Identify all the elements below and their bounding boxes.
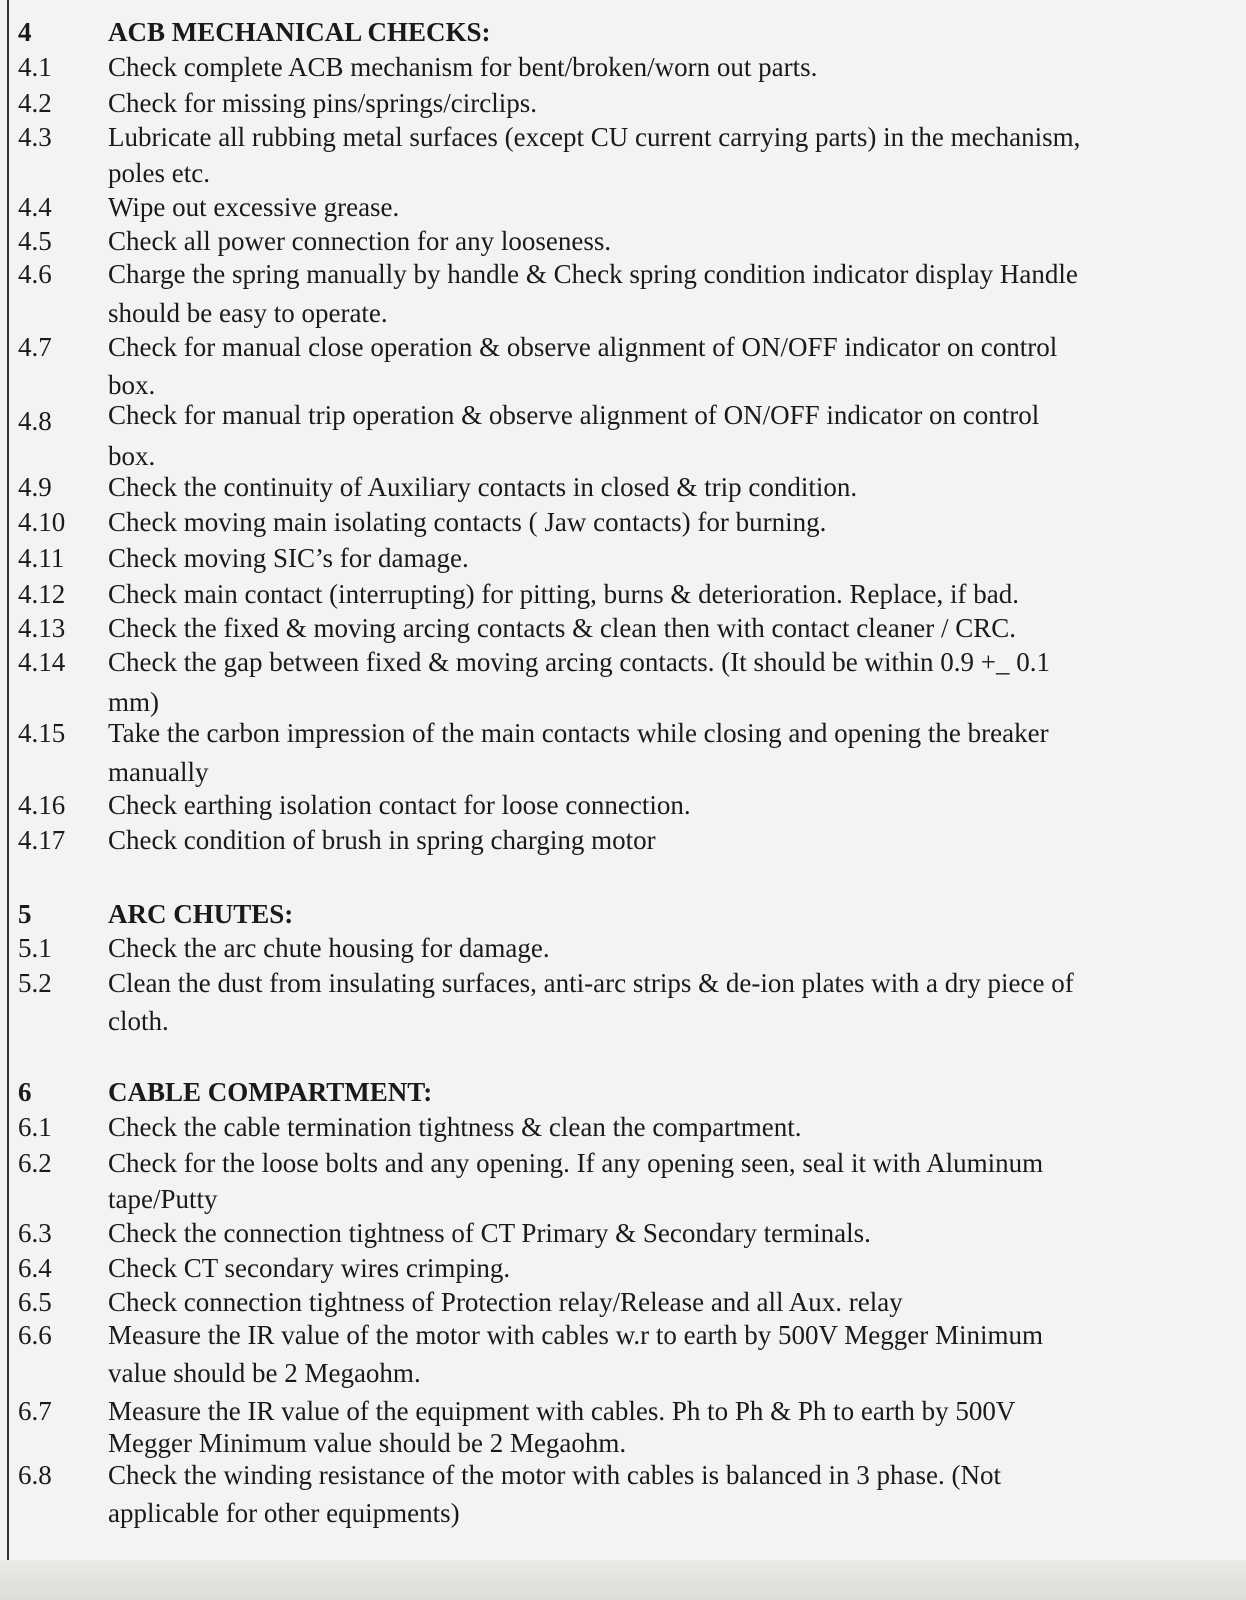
item-text: Check all power connection for any looseness. xyxy=(108,226,612,256)
section-number: 4 xyxy=(18,17,32,47)
item-text: box. xyxy=(108,441,156,471)
item-text: poles etc. xyxy=(108,158,210,188)
item-number: 4.12 xyxy=(18,579,66,609)
item-text: Check the continuity of Auxiliary contacts in closed & trip condition. xyxy=(108,472,858,502)
item-text: Check for the loose bolts and any opening. If any opening seen, seal it with Aluminum xyxy=(108,1148,1044,1178)
item-number: 4.2 xyxy=(18,88,52,118)
item-text: Charge the spring manually by handle & Check spring condition indicator display Handle xyxy=(108,259,1078,289)
page-left-border xyxy=(7,0,9,1600)
item-text: Wipe out excessive grease. xyxy=(108,192,400,222)
item-number: 4.16 xyxy=(18,790,66,820)
item-text: should be easy to operate. xyxy=(108,298,388,328)
item-number: 5.1 xyxy=(18,933,52,963)
item-text: Check the connection tightness of CT Primary & Secondary terminals. xyxy=(108,1218,871,1248)
item-text: Check the winding resistance of the motor with cables is balanced in 3 phase. (Not xyxy=(108,1460,1002,1490)
item-text: Check the cable termination tightness & clean the compartment. xyxy=(108,1112,802,1142)
item-number: 6.5 xyxy=(18,1287,52,1317)
item-text: Check moving SIC’s for damage. xyxy=(108,543,469,573)
item-number: 6.4 xyxy=(18,1253,52,1283)
item-text: Check moving main isolating contacts ( Jaw contacts) for burning. xyxy=(108,507,827,537)
section-number: 5 xyxy=(18,899,32,929)
item-text: Check earthing isolation contact for loose connection. xyxy=(108,790,691,820)
item-text: Check main contact (interrupting) for pitting, burns & deterioration. Replace, if bad. xyxy=(108,579,1019,609)
item-number: 4.7 xyxy=(18,332,52,362)
item-text: Measure the IR value of the equipment with cables. Ph to Ph & Ph to earth by 500V xyxy=(108,1396,1016,1426)
item-text: Measure the IR value of the motor with cables w.r to earth by 500V Megger Minimum xyxy=(108,1320,1044,1350)
item-number: 4.6 xyxy=(18,259,52,289)
item-text: Check connection tightness of Protection relay/Release and all Aux. relay xyxy=(108,1287,903,1317)
item-text: Check condition of brush in spring charging motor xyxy=(108,825,656,855)
item-text: value should be 2 Megaohm. xyxy=(108,1358,421,1388)
item-number: 4.17 xyxy=(18,825,66,855)
item-number: 4.1 xyxy=(18,52,52,82)
item-number: 4.15 xyxy=(18,718,66,748)
item-text: Megger Minimum value should be 2 Megaohm. xyxy=(108,1428,627,1458)
item-text: box. xyxy=(108,370,156,400)
item-text: Take the carbon impression of the main contacts while closing and opening the breaker xyxy=(108,718,1049,748)
item-text: Check the fixed & moving arcing contacts & clean then with contact cleaner / CRC. xyxy=(108,613,1016,643)
section-title: ARC CHUTES: xyxy=(108,899,294,929)
item-number: 6.3 xyxy=(18,1218,52,1248)
item-number: 4.4 xyxy=(18,192,52,222)
item-number: 4.5 xyxy=(18,226,52,256)
item-text: applicable for other equipments) xyxy=(108,1498,460,1528)
item-number: 6.1 xyxy=(18,1112,52,1142)
item-number: 4.14 xyxy=(18,647,66,677)
item-text: tape/Putty xyxy=(108,1184,218,1214)
item-text: Check the arc chute housing for damage. xyxy=(108,933,550,963)
item-number: 4.11 xyxy=(18,543,65,573)
item-number: 6.2 xyxy=(18,1148,52,1178)
item-text: Check for missing pins/springs/circlips. xyxy=(108,88,537,118)
item-text: Lubricate all rubbing metal surfaces (except CU current carrying parts) in the mechanism, xyxy=(108,122,1081,152)
item-number: 4.9 xyxy=(18,472,52,502)
section-number: 6 xyxy=(18,1077,32,1107)
item-text: Check CT secondary wires crimping. xyxy=(108,1253,511,1283)
item-number: 6.6 xyxy=(18,1320,52,1350)
item-text: Check for manual trip operation & observe alignment of ON/OFF indicator on control xyxy=(108,400,1040,430)
section-title: CABLE COMPARTMENT: xyxy=(108,1077,433,1107)
item-number: 4.10 xyxy=(18,507,66,537)
item-number: 4.3 xyxy=(18,122,52,152)
item-text: Check the gap between fixed & moving arcing contacts. (It should be within 0.9 +_ 0.1 xyxy=(108,647,1051,677)
item-number: 6.8 xyxy=(18,1460,52,1490)
item-number: 4.8 xyxy=(18,406,52,436)
item-number: 4.13 xyxy=(18,613,66,643)
item-number: 6.7 xyxy=(18,1396,52,1426)
item-text: manually xyxy=(108,757,209,787)
section-title: ACB MECHANICAL CHECKS: xyxy=(108,17,491,47)
scan-edge xyxy=(0,1560,1246,1600)
item-text: Check complete ACB mechanism for bent/broken/worn out parts. xyxy=(108,52,818,82)
item-text: Clean the dust from insulating surfaces, anti-arc strips & de-ion plates with a dry piece of xyxy=(108,968,1074,998)
item-text: cloth. xyxy=(108,1006,169,1036)
item-text: Check for manual close operation & observe alignment of ON/OFF indicator on control xyxy=(108,332,1058,362)
item-text: mm) xyxy=(108,687,159,717)
item-number: 5.2 xyxy=(18,968,52,998)
